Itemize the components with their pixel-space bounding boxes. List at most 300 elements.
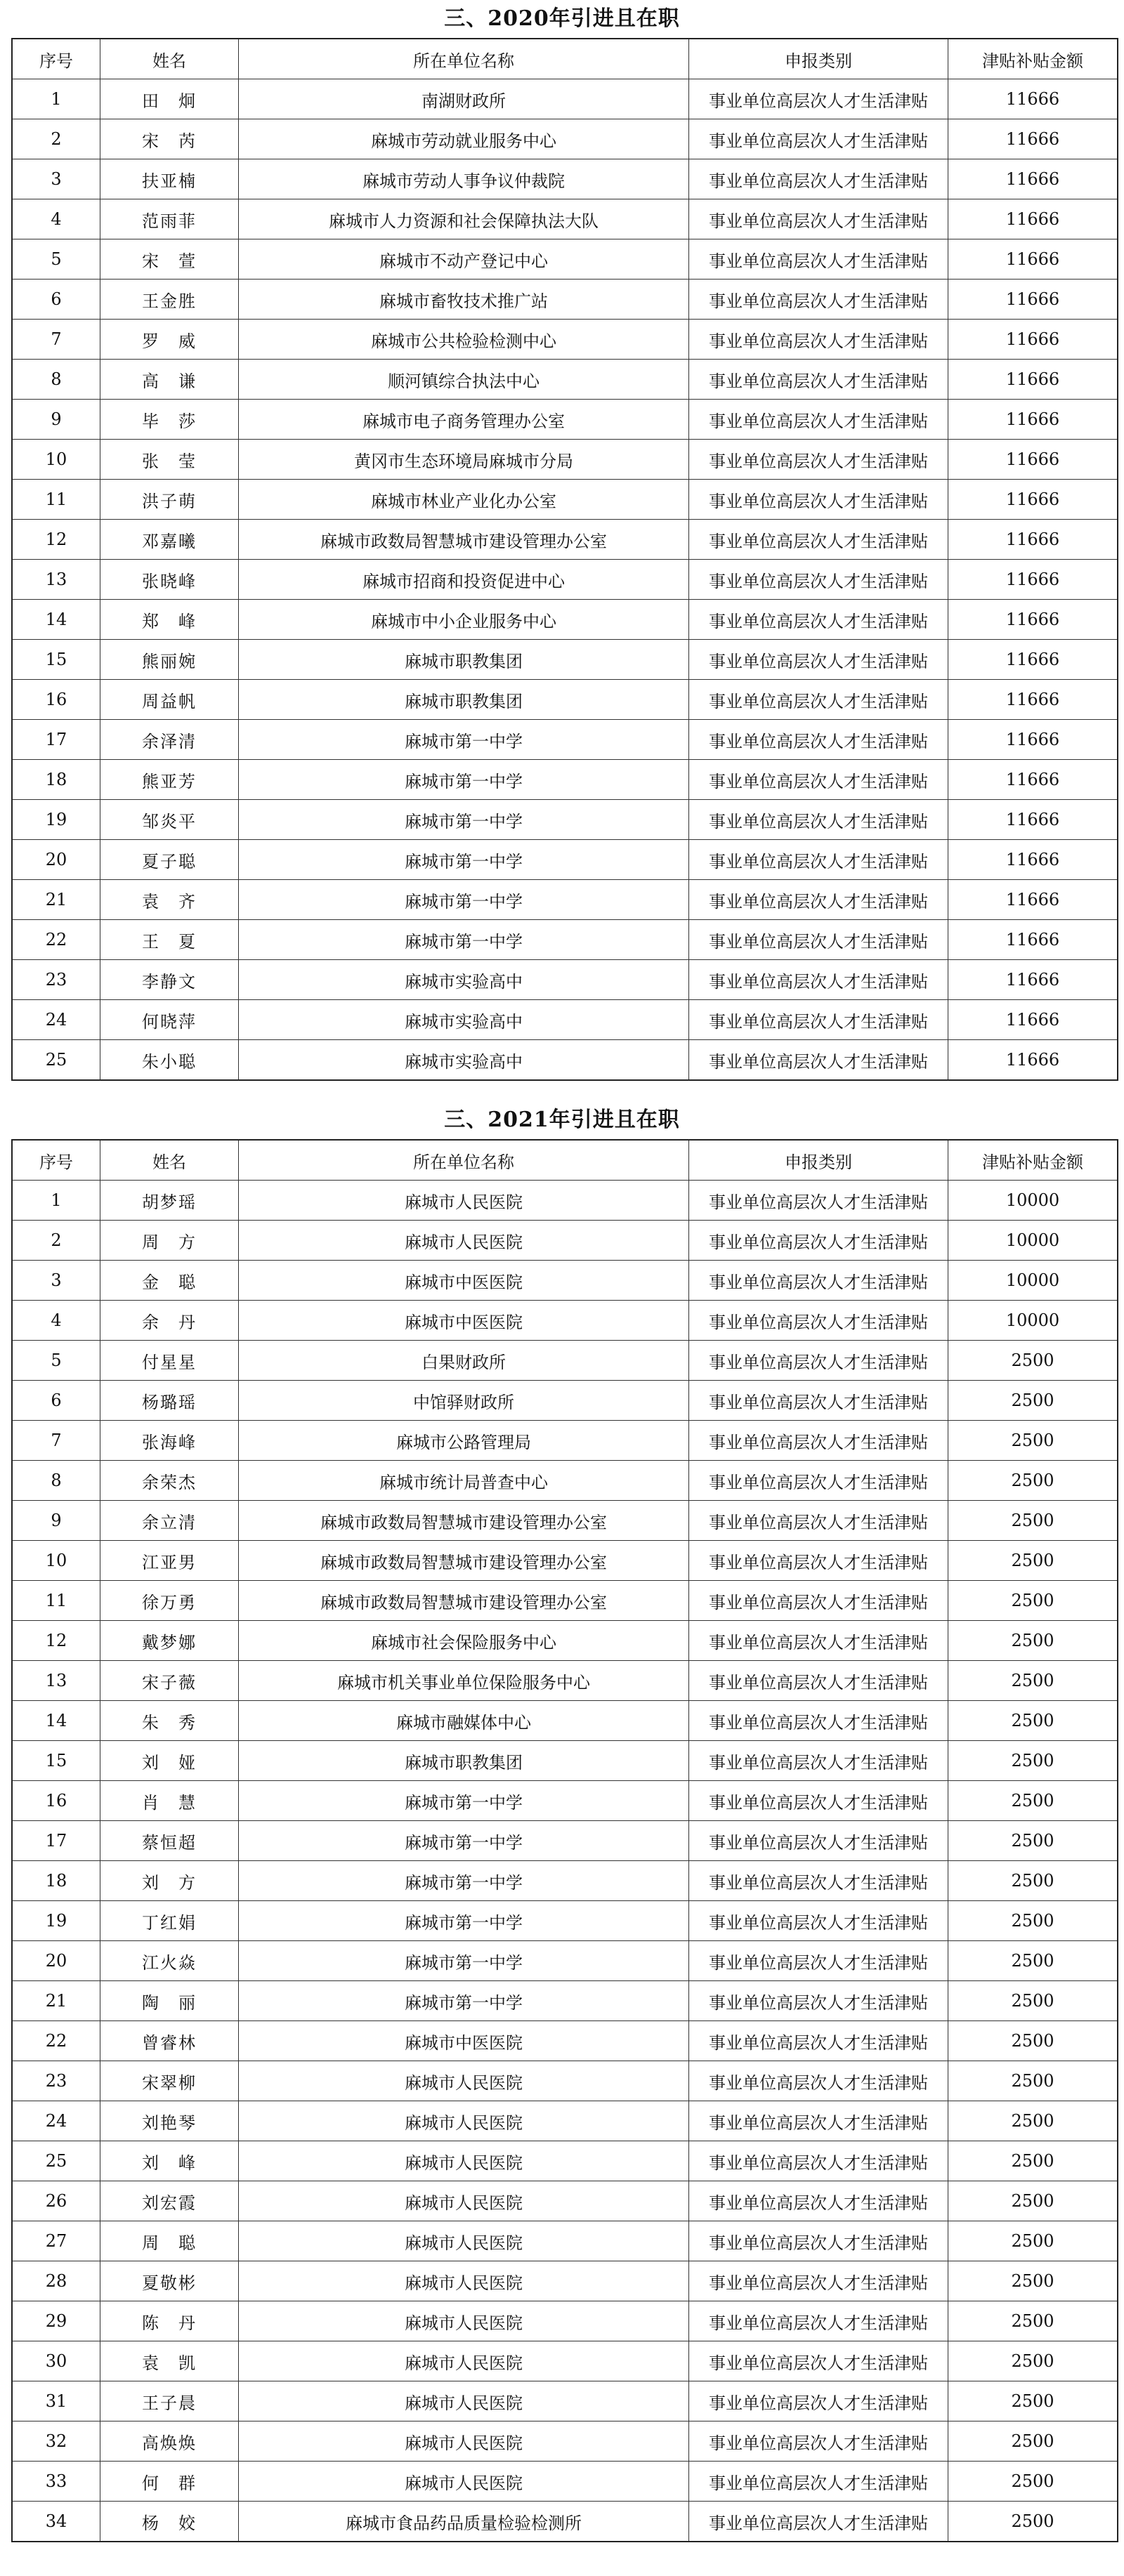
section-title-2021: 三、2021年引进且在职 — [444, 1108, 680, 1132]
table-row — [12, 720, 1118, 760]
cell-index: 20 — [12, 1941, 100, 1981]
cell-unit: 麻城市畜牧技术推广站 — [239, 280, 689, 320]
cell-index: 22 — [12, 920, 100, 960]
table-row — [12, 1181, 1118, 1221]
cell-category: 事业单位高层次人才生活津贴 — [689, 1621, 948, 1661]
cell-name: 熊丽婉 — [100, 640, 239, 680]
cell-category: 事业单位高层次人才生活津贴 — [689, 2061, 948, 2101]
cell-unit: 麻城市林业产业化办公室 — [239, 480, 689, 520]
table-row — [12, 600, 1118, 640]
cell-category: 事业单位高层次人才生活津贴 — [689, 159, 948, 199]
cell-category: 事业单位高层次人才生活津贴 — [689, 1781, 948, 1821]
cell-category: 事业单位高层次人才生活津贴 — [689, 360, 948, 400]
cell-name: 邹炎平 — [100, 800, 239, 840]
cell-category: 事业单位高层次人才生活津贴 — [689, 1341, 948, 1381]
cell-unit: 麻城市人民医院 — [239, 1221, 689, 1261]
cell-amount: 2500 — [948, 1341, 1118, 1381]
cell-amount: 2500 — [948, 2421, 1118, 2462]
cell-category: 事业单位高层次人才生活津贴 — [689, 560, 948, 600]
table-row — [12, 2221, 1118, 2261]
table-row — [12, 2021, 1118, 2061]
cell-amount: 11666 — [948, 800, 1118, 840]
table-row — [12, 1621, 1118, 1661]
header-unit: 所在单位名称 — [239, 1140, 689, 1181]
cell-index: 17 — [12, 1821, 100, 1861]
cell-amount: 11666 — [948, 600, 1118, 640]
table-row — [12, 2502, 1118, 2542]
cell-amount: 2500 — [948, 2101, 1118, 2141]
cell-index: 13 — [12, 560, 100, 600]
cell-name: 江亚男 — [100, 1541, 239, 1581]
table-row — [12, 239, 1118, 280]
cell-name: 周 方 — [100, 1221, 239, 1261]
cell-index: 15 — [12, 640, 100, 680]
cell-name: 余泽清 — [100, 720, 239, 760]
cell-name: 夏敬彬 — [100, 2261, 239, 2301]
cell-name: 胡梦瑶 — [100, 1181, 239, 1221]
cell-unit: 麻城市人民医院 — [239, 2061, 689, 2101]
cell-category: 事业单位高层次人才生活津贴 — [689, 2301, 948, 2341]
cell-amount: 11666 — [948, 840, 1118, 880]
cell-unit: 麻城市统计局普查中心 — [239, 1461, 689, 1501]
cell-index: 30 — [12, 2341, 100, 2381]
cell-category: 事业单位高层次人才生活津贴 — [689, 640, 948, 680]
cell-index: 6 — [12, 280, 100, 320]
table-row — [12, 1781, 1118, 1821]
cell-unit: 麻城市电子商务管理办公室 — [239, 400, 689, 440]
cell-name: 朱 秀 — [100, 1701, 239, 1741]
cell-amount: 2500 — [948, 2462, 1118, 2502]
cell-name: 陶 丽 — [100, 1981, 239, 2021]
cell-amount: 2500 — [948, 1741, 1118, 1781]
cell-index: 14 — [12, 600, 100, 640]
cell-name: 刘艳琴 — [100, 2101, 239, 2141]
cell-unit: 麻城市第一中学 — [239, 1941, 689, 1981]
cell-name: 郑 峰 — [100, 600, 239, 640]
cell-name: 熊亚芳 — [100, 760, 239, 800]
cell-name: 陈 丹 — [100, 2301, 239, 2341]
cell-amount: 2500 — [948, 1541, 1118, 1581]
cell-index: 21 — [12, 880, 100, 920]
table-row — [12, 1901, 1118, 1941]
cell-unit: 白果财政所 — [239, 1341, 689, 1381]
cell-name: 邓嘉曦 — [100, 520, 239, 560]
cell-index: 11 — [12, 1581, 100, 1621]
table-row — [12, 1661, 1118, 1701]
cell-amount: 2500 — [948, 1981, 1118, 2021]
cell-unit: 麻城市融媒体中心 — [239, 1701, 689, 1741]
table-body-2021 — [12, 1181, 1118, 2542]
cell-category: 事业单位高层次人才生活津贴 — [689, 760, 948, 800]
cell-name: 王金胜 — [100, 280, 239, 320]
header-category: 申报类别 — [689, 39, 948, 79]
cell-amount: 2500 — [948, 1421, 1118, 1461]
cell-name: 宋子薇 — [100, 1661, 239, 1701]
cell-name: 刘宏霞 — [100, 2181, 239, 2221]
cell-index: 10 — [12, 440, 100, 480]
table-row — [12, 1261, 1118, 1301]
cell-name: 洪子萌 — [100, 480, 239, 520]
cell-index: 6 — [12, 1381, 100, 1421]
cell-index: 12 — [12, 1621, 100, 1661]
cell-unit: 麻城市劳动人事争议仲裁院 — [239, 159, 689, 199]
cell-category: 事业单位高层次人才生活津贴 — [689, 2181, 948, 2221]
cell-category: 事业单位高层次人才生活津贴 — [689, 2462, 948, 2502]
header-amount: 津贴补贴金额 — [948, 1140, 1118, 1181]
table-row — [12, 1301, 1118, 1341]
table-row — [12, 1741, 1118, 1781]
table-row — [12, 2381, 1118, 2421]
table-row — [12, 1981, 1118, 2021]
cell-name: 刘 方 — [100, 1861, 239, 1901]
table-row — [12, 360, 1118, 400]
cell-amount: 10000 — [948, 1181, 1118, 1221]
cell-unit: 麻城市食品药品质量检验检测所 — [239, 2502, 689, 2542]
cell-name: 徐万勇 — [100, 1581, 239, 1621]
cell-amount: 2500 — [948, 2341, 1118, 2381]
cell-name: 张晓峰 — [100, 560, 239, 600]
table-row — [12, 79, 1118, 119]
cell-index: 22 — [12, 2021, 100, 2061]
cell-index: 1 — [12, 79, 100, 119]
table-row — [12, 1461, 1118, 1501]
cell-index: 9 — [12, 400, 100, 440]
cell-category: 事业单位高层次人才生活津贴 — [689, 1301, 948, 1341]
cell-unit: 麻城市人民医院 — [239, 2462, 689, 2502]
cell-index: 33 — [12, 2462, 100, 2502]
cell-category: 事业单位高层次人才生活津贴 — [689, 2502, 948, 2542]
cell-unit: 麻城市人民医院 — [239, 2301, 689, 2341]
allowance-table-2020 — [11, 38, 1118, 1081]
cell-amount: 11666 — [948, 400, 1118, 440]
cell-category: 事业单位高层次人才生活津贴 — [689, 1261, 948, 1301]
cell-unit: 麻城市中医医院 — [239, 1261, 689, 1301]
table-row — [12, 800, 1118, 840]
cell-unit: 麻城市中医医院 — [239, 1301, 689, 1341]
cell-amount: 2500 — [948, 1861, 1118, 1901]
cell-amount: 2500 — [948, 1941, 1118, 1981]
cell-amount: 11666 — [948, 680, 1118, 720]
cell-index: 25 — [12, 1040, 100, 1081]
cell-amount: 2500 — [948, 2261, 1118, 2301]
cell-amount: 2500 — [948, 1461, 1118, 1501]
cell-category: 事业单位高层次人才生活津贴 — [689, 119, 948, 159]
header-name: 姓名 — [100, 1140, 239, 1181]
cell-index: 14 — [12, 1701, 100, 1741]
cell-name: 夏子聪 — [100, 840, 239, 880]
cell-name: 张海峰 — [100, 1421, 239, 1461]
cell-name: 金 聪 — [100, 1261, 239, 1301]
cell-unit: 麻城市中医医院 — [239, 2021, 689, 2061]
cell-category: 事业单位高层次人才生活津贴 — [689, 2221, 948, 2261]
table-row — [12, 2061, 1118, 2101]
header-category: 申报类别 — [689, 1140, 948, 1181]
cell-index: 15 — [12, 1741, 100, 1781]
cell-unit: 南湖财政所 — [239, 79, 689, 119]
cell-category: 事业单位高层次人才生活津贴 — [689, 720, 948, 760]
cell-unit: 麻城市实验高中 — [239, 1000, 689, 1040]
table-row — [12, 199, 1118, 239]
table-row — [12, 1941, 1118, 1981]
cell-name: 曾睿林 — [100, 2021, 239, 2061]
table-body-2020 — [12, 79, 1118, 1081]
cell-unit: 麻城市人民医院 — [239, 2141, 689, 2181]
cell-amount: 11666 — [948, 1040, 1118, 1081]
cell-category: 事业单位高层次人才生活津贴 — [689, 840, 948, 880]
cell-category: 事业单位高层次人才生活津贴 — [689, 1461, 948, 1501]
cell-amount: 11666 — [948, 960, 1118, 1000]
cell-unit: 黄冈市生态环境局麻城市分局 — [239, 440, 689, 480]
table-row — [12, 1221, 1118, 1261]
cell-index: 16 — [12, 1781, 100, 1821]
cell-name: 张 莹 — [100, 440, 239, 480]
cell-category: 事业单位高层次人才生活津贴 — [689, 920, 948, 960]
cell-category: 事业单位高层次人才生活津贴 — [689, 1861, 948, 1901]
cell-unit: 麻城市人民医院 — [239, 2221, 689, 2261]
cell-index: 7 — [12, 320, 100, 360]
cell-unit: 麻城市第一中学 — [239, 800, 689, 840]
cell-index: 3 — [12, 159, 100, 199]
cell-index: 7 — [12, 1421, 100, 1461]
cell-unit: 麻城市政数局智慧城市建设管理办公室 — [239, 1541, 689, 1581]
cell-category: 事业单位高层次人才生活津贴 — [689, 1000, 948, 1040]
table-row — [12, 1581, 1118, 1621]
cell-amount: 11666 — [948, 119, 1118, 159]
cell-amount: 11666 — [948, 79, 1118, 119]
cell-index: 27 — [12, 2221, 100, 2261]
cell-index: 19 — [12, 1901, 100, 1941]
cell-index: 9 — [12, 1501, 100, 1541]
cell-unit: 麻城市第一中学 — [239, 720, 689, 760]
cell-name: 毕 莎 — [100, 400, 239, 440]
cell-category: 事业单位高层次人才生活津贴 — [689, 1221, 948, 1261]
table-row — [12, 840, 1118, 880]
cell-index: 3 — [12, 1261, 100, 1301]
cell-amount: 2500 — [948, 2181, 1118, 2221]
table-row — [12, 1861, 1118, 1901]
cell-name: 肖 慧 — [100, 1781, 239, 1821]
cell-index: 18 — [12, 760, 100, 800]
cell-unit: 麻城市实验高中 — [239, 1040, 689, 1081]
table-row — [12, 1040, 1118, 1081]
cell-unit: 麻城市第一中学 — [239, 1821, 689, 1861]
cell-name: 袁 齐 — [100, 880, 239, 920]
cell-amount: 2500 — [948, 1701, 1118, 1741]
cell-unit: 麻城市招商和投资促进中心 — [239, 560, 689, 600]
table-row — [12, 520, 1118, 560]
table-row — [12, 640, 1118, 680]
table-row — [12, 560, 1118, 600]
table-row — [12, 960, 1118, 1000]
cell-index: 4 — [12, 1301, 100, 1341]
header-name: 姓名 — [100, 39, 239, 79]
cell-name: 周益帆 — [100, 680, 239, 720]
cell-amount: 11666 — [948, 360, 1118, 400]
cell-index: 18 — [12, 1861, 100, 1901]
table-row — [12, 680, 1118, 720]
cell-index: 24 — [12, 2101, 100, 2141]
table-row — [12, 440, 1118, 480]
cell-amount: 11666 — [948, 920, 1118, 960]
header-index: 序号 — [12, 39, 100, 79]
cell-name: 戴梦娜 — [100, 1621, 239, 1661]
table-row — [12, 760, 1118, 800]
cell-category: 事业单位高层次人才生活津贴 — [689, 480, 948, 520]
table-row — [12, 2301, 1118, 2341]
cell-amount: 11666 — [948, 480, 1118, 520]
table-row — [12, 480, 1118, 520]
allowance-table-2021 — [11, 1139, 1118, 2542]
cell-amount: 2500 — [948, 2301, 1118, 2341]
cell-unit: 麻城市政数局智慧城市建设管理办公室 — [239, 1501, 689, 1541]
cell-index: 28 — [12, 2261, 100, 2301]
cell-name: 王子晨 — [100, 2381, 239, 2421]
cell-category: 事业单位高层次人才生活津贴 — [689, 960, 948, 1000]
table-header-row — [12, 1140, 1118, 1181]
cell-index: 26 — [12, 2181, 100, 2221]
header-unit: 所在单位名称 — [239, 39, 689, 79]
table-row — [12, 1541, 1118, 1581]
cell-category: 事业单位高层次人才生活津贴 — [689, 2261, 948, 2301]
cell-amount: 2500 — [948, 2061, 1118, 2101]
cell-amount: 10000 — [948, 1301, 1118, 1341]
cell-category: 事业单位高层次人才生活津贴 — [689, 1501, 948, 1541]
cell-category: 事业单位高层次人才生活津贴 — [689, 1040, 948, 1081]
cell-name: 宋 芮 — [100, 119, 239, 159]
cell-amount: 11666 — [948, 720, 1118, 760]
cell-name: 宋 萱 — [100, 239, 239, 280]
cell-name: 罗 威 — [100, 320, 239, 360]
cell-unit: 麻城市第一中学 — [239, 840, 689, 880]
cell-category: 事业单位高层次人才生活津贴 — [689, 1181, 948, 1221]
table-row — [12, 1381, 1118, 1421]
cell-amount: 2500 — [948, 1821, 1118, 1861]
cell-unit: 麻城市第一中学 — [239, 1861, 689, 1901]
cell-name: 宋翠柳 — [100, 2061, 239, 2101]
cell-category: 事业单位高层次人才生活津贴 — [689, 1741, 948, 1781]
cell-index: 16 — [12, 680, 100, 720]
cell-index: 31 — [12, 2381, 100, 2421]
cell-index: 20 — [12, 840, 100, 880]
cell-index: 32 — [12, 2421, 100, 2462]
cell-index: 8 — [12, 360, 100, 400]
cell-category: 事业单位高层次人才生活津贴 — [689, 2421, 948, 2462]
cell-amount: 2500 — [948, 2141, 1118, 2181]
cell-index: 5 — [12, 1341, 100, 1381]
cell-category: 事业单位高层次人才生活津贴 — [689, 2381, 948, 2421]
cell-unit: 麻城市人民医院 — [239, 2181, 689, 2221]
cell-amount: 2500 — [948, 1781, 1118, 1821]
table-row — [12, 920, 1118, 960]
cell-amount: 11666 — [948, 199, 1118, 239]
cell-unit: 麻城市第一中学 — [239, 1781, 689, 1821]
cell-unit: 麻城市第一中学 — [239, 920, 689, 960]
cell-name: 王 夏 — [100, 920, 239, 960]
section-2021 — [11, 1101, 1113, 2542]
cell-name: 高焕焕 — [100, 2421, 239, 2462]
cell-unit: 麻城市中小企业服务中心 — [239, 600, 689, 640]
cell-unit: 麻城市第一中学 — [239, 760, 689, 800]
cell-name: 杨 姣 — [100, 2502, 239, 2542]
cell-category: 事业单位高层次人才生活津贴 — [689, 400, 948, 440]
cell-unit: 麻城市劳动就业服务中心 — [239, 119, 689, 159]
cell-index: 2 — [12, 119, 100, 159]
cell-name: 杨璐瑶 — [100, 1381, 239, 1421]
cell-category: 事业单位高层次人才生活津贴 — [689, 1421, 948, 1461]
cell-category: 事业单位高层次人才生活津贴 — [689, 1701, 948, 1741]
cell-unit: 中馆驿财政所 — [239, 1381, 689, 1421]
cell-category: 事业单位高层次人才生活津贴 — [689, 239, 948, 280]
cell-amount: 2500 — [948, 1381, 1118, 1421]
cell-unit: 麻城市人民医院 — [239, 1181, 689, 1221]
cell-unit: 麻城市人民医院 — [239, 2341, 689, 2381]
cell-unit: 顺河镇综合执法中心 — [239, 360, 689, 400]
cell-name: 李静文 — [100, 960, 239, 1000]
cell-index: 17 — [12, 720, 100, 760]
cell-category: 事业单位高层次人才生活津贴 — [689, 520, 948, 560]
cell-category: 事业单位高层次人才生活津贴 — [689, 320, 948, 360]
cell-name: 何 群 — [100, 2462, 239, 2502]
cell-amount: 11666 — [948, 560, 1118, 600]
cell-amount: 11666 — [948, 239, 1118, 280]
cell-name: 周 聪 — [100, 2221, 239, 2261]
cell-amount: 2500 — [948, 2381, 1118, 2421]
cell-category: 事业单位高层次人才生活津贴 — [689, 1941, 948, 1981]
cell-category: 事业单位高层次人才生活津贴 — [689, 800, 948, 840]
cell-unit: 麻城市人民医院 — [239, 2261, 689, 2301]
cell-amount: 2500 — [948, 1581, 1118, 1621]
cell-index: 34 — [12, 2502, 100, 2542]
cell-amount: 2500 — [948, 1621, 1118, 1661]
cell-index: 29 — [12, 2301, 100, 2341]
cell-amount: 11666 — [948, 520, 1118, 560]
cell-index: 1 — [12, 1181, 100, 1221]
cell-category: 事业单位高层次人才生活津贴 — [689, 1901, 948, 1941]
cell-category: 事业单位高层次人才生活津贴 — [689, 1541, 948, 1581]
cell-unit: 麻城市人民医院 — [239, 2101, 689, 2141]
cell-name: 蔡恒超 — [100, 1821, 239, 1861]
table-row — [12, 1501, 1118, 1541]
cell-amount: 11666 — [948, 760, 1118, 800]
cell-amount: 2500 — [948, 1501, 1118, 1541]
cell-amount: 11666 — [948, 280, 1118, 320]
cell-unit: 麻城市人民医院 — [239, 2421, 689, 2462]
cell-unit: 麻城市第一中学 — [239, 880, 689, 920]
table-row — [12, 2181, 1118, 2221]
cell-name: 范雨菲 — [100, 199, 239, 239]
cell-index: 5 — [12, 239, 100, 280]
cell-amount: 11666 — [948, 1000, 1118, 1040]
header-index: 序号 — [12, 1140, 100, 1181]
cell-index: 10 — [12, 1541, 100, 1581]
table-row — [12, 880, 1118, 920]
cell-unit: 麻城市公共检验检测中心 — [239, 320, 689, 360]
cell-amount: 2500 — [948, 2502, 1118, 2542]
cell-name: 田 炯 — [100, 79, 239, 119]
table-header-row — [12, 39, 1118, 79]
cell-unit: 麻城市社会保险服务中心 — [239, 1621, 689, 1661]
cell-name: 付星星 — [100, 1341, 239, 1381]
cell-amount: 2500 — [948, 1901, 1118, 1941]
cell-name: 余立清 — [100, 1501, 239, 1541]
cell-name: 袁 凯 — [100, 2341, 239, 2381]
cell-name: 何晓萍 — [100, 1000, 239, 1040]
table-row — [12, 1000, 1118, 1040]
cell-index: 23 — [12, 2061, 100, 2101]
cell-index: 23 — [12, 960, 100, 1000]
cell-unit: 麻城市职教集团 — [239, 1741, 689, 1781]
table-row — [12, 119, 1118, 159]
